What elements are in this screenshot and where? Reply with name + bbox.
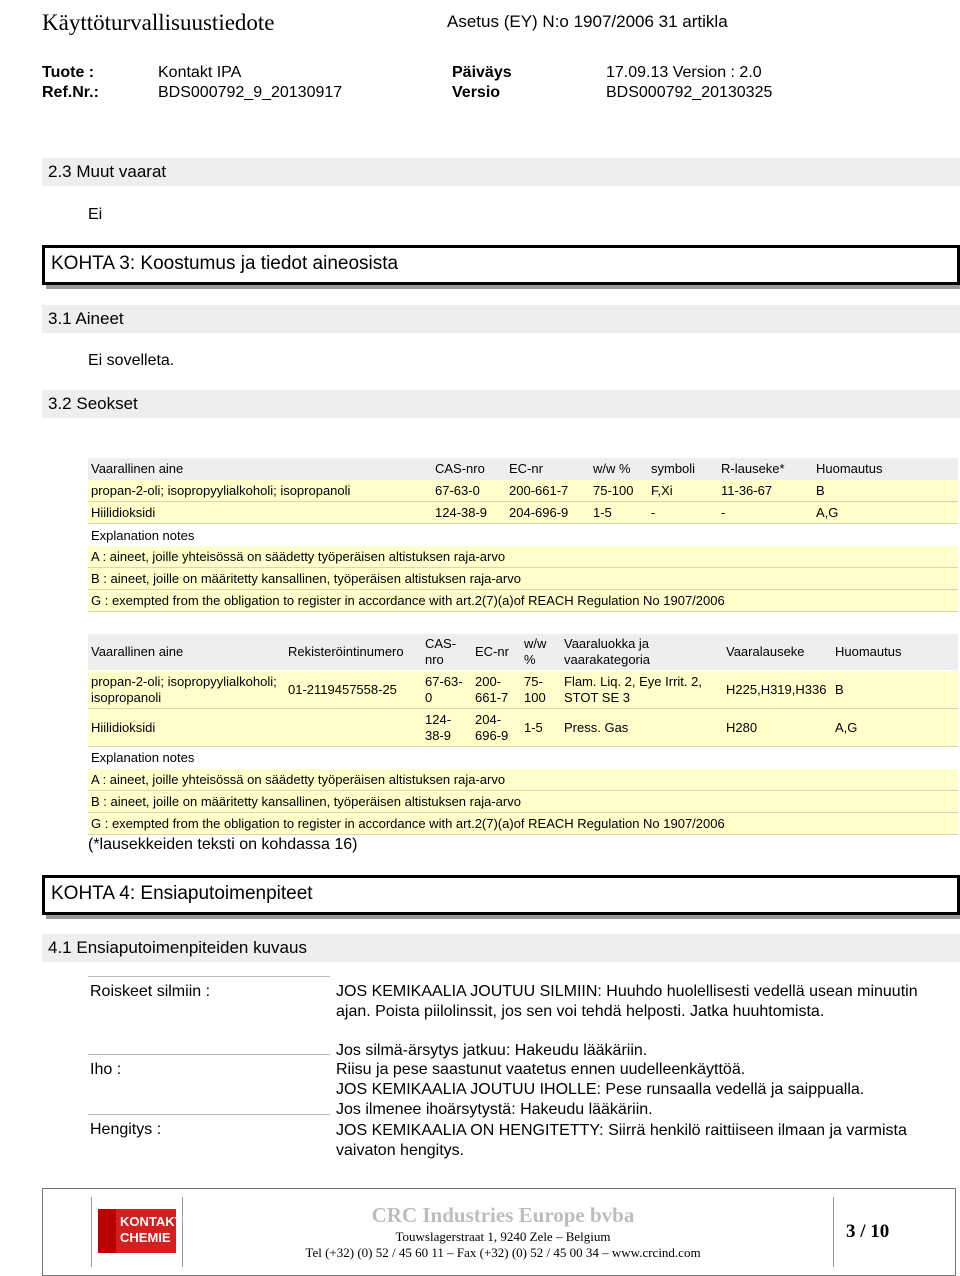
date-label: Päiväys <box>452 64 512 81</box>
first-aid-divider <box>88 1054 330 1055</box>
table-2-header: CAS-nro <box>425 636 457 667</box>
table-1-cell: B <box>816 483 825 498</box>
table-2-cell: 01-2119457558-25 <box>288 682 397 697</box>
logo-line-2: CHEMIE <box>120 1230 171 1245</box>
table-2-header: EC-nr <box>475 644 509 659</box>
page-number-box <box>833 1197 954 1267</box>
table-1-cell: - <box>651 505 656 520</box>
table-2-cell: 75-100 <box>524 674 546 705</box>
table-2-cell: H225,H319,H336 <box>726 682 827 697</box>
document-title: Käyttöturvallisuustiedote <box>42 10 275 35</box>
section-4-1-heading: 4.1 Ensiaputoimenpiteiden kuvaus <box>48 938 307 957</box>
table-1-cell: 204-696-9 <box>509 505 569 520</box>
section-3-1-text: Ei sovelleta. <box>88 352 175 369</box>
table-2-cell: 200-661-7 <box>475 674 509 705</box>
page-footer <box>42 1188 956 1276</box>
section-2-3-bar <box>42 158 960 186</box>
explanation-notes-title: Explanation notes <box>91 750 195 765</box>
phrase-footnote: (*lausekkeiden teksti on kohdassa 16) <box>88 836 358 853</box>
table-1-cell: 67-63-0 <box>435 483 480 498</box>
skin-text-2: JOS KEMIKAALIA JOUTUU IHOLLE: Pese runsaalla vedellä ja saippualla. <box>336 1081 865 1098</box>
table-row <box>88 480 958 502</box>
company-name: CRC Industries Europe bvba <box>371 1203 635 1227</box>
explanation-note: B : aineet, joille on määritetty kansallinen, työperäisen altistuksen raja-arvo <box>91 571 521 586</box>
table-2-cell: Press. Gas <box>564 720 629 735</box>
kohta-3-header <box>42 245 960 285</box>
explanation-notes-title: Explanation notes <box>91 528 195 543</box>
table-1-cell: 75-100 <box>593 483 634 498</box>
explanation-note: A : aineet, joille yhteisössä on säädetty työperäisen altistuksen raja-arvo <box>91 772 506 787</box>
table-2-header: Vaaraluokka ja vaarakategoria <box>564 636 650 667</box>
eyes-label: Roiskeet silmiin : <box>90 983 211 1000</box>
table-2-header-row <box>88 634 958 670</box>
table-2-header: Rekisteröintinumero <box>288 644 404 659</box>
eyes-text: JOS KEMIKAALIA JOUTUU SILMIIN: Huuhdo huolellisesti vedellä usean minuutin ajan. Poista piilolinssit, jos sen voi tehdä helposti. Jatka huuhtomista. <box>336 983 918 1020</box>
ref-label: Ref.Nr.: <box>42 84 99 101</box>
table-1-header-row <box>88 458 958 480</box>
skin-text-3: Jos ilmenee ihoärsytystä: Hakeudu lääkäriin. <box>336 1101 653 1118</box>
table-2-cell: 1-5 <box>524 720 543 735</box>
table-1-cell: A,G <box>816 505 839 520</box>
company-contact: Tel (+32) (0) 52 / 45 60 11 – Fax (+32) (0) 52 / 45 00 34 – www.crcind.com <box>305 1245 701 1260</box>
version-value: BDS000792_20130325 <box>606 84 773 101</box>
logo-bar <box>98 1209 116 1253</box>
explanation-note: B : aineet, joille on määritetty kansallinen, työperäisen altistuksen raja-arvo <box>91 794 521 809</box>
table-2-notes-title-row <box>88 747 958 769</box>
first-aid-divider <box>88 1114 330 1115</box>
table-1-cell: - <box>721 505 726 520</box>
table-1-cell: Hiilidioksidi <box>91 505 156 520</box>
skin-text-1: Riisu ja pese saastunut vaatetus ennen uudelleenkäyttöä. <box>336 1061 746 1078</box>
breathing-label: Hengitys : <box>90 1121 162 1138</box>
explanation-note: A : aineet, joille yhteisössä on säädetty työperäisen altistuksen raja-arvo <box>91 549 506 564</box>
skin-label: Iho : <box>90 1061 122 1078</box>
table-2-cell: 124-38-9 <box>425 712 452 743</box>
section-2-3-heading: 2.3 Muut vaarat <box>48 162 167 181</box>
table-1-cell: 1-5 <box>593 505 612 520</box>
eyes-text-2: Jos silmä-ärsytys jatkuu: Hakeudu lääkäriin. <box>336 1042 648 1059</box>
logo-line-1: KONTAKT <box>120 1214 183 1229</box>
table-row <box>88 502 958 524</box>
section-3-2-bar <box>42 390 960 418</box>
explanation-note: G : exempted from the obligation to register in accordance with art.2(7)(a)of REACH Regulation No 1907/2006 <box>91 816 725 831</box>
section-3-2-heading: 3.2 Seokset <box>48 394 138 413</box>
table-1-header: Huomautus <box>816 461 883 476</box>
product-value: Kontakt IPA <box>158 64 242 81</box>
regulation-title: Asetus (EY) N:o 1907/2006 31 artikla <box>447 12 728 31</box>
table-2-cell: propan-2-oli; isopropyylialkoholi; isopropanoli <box>91 674 277 705</box>
table-1-header: R-lauseke* <box>721 461 785 476</box>
table-1-cell: 11-36-67 <box>721 483 773 498</box>
section-4-1-bar <box>42 934 960 962</box>
kontakt-chemie-logo <box>98 1209 183 1253</box>
table-2-header: w/w % <box>524 636 547 667</box>
ref-value: BDS000792_9_20130917 <box>158 84 343 101</box>
kohta-3-title: KOHTA 3: Koostumus ja tiedot aineosista <box>51 253 399 274</box>
table-1-note-row <box>88 546 958 568</box>
table-1-header: CAS-nro <box>435 461 485 476</box>
version-label: Versio <box>452 84 501 101</box>
table-2-cell: A,G <box>835 720 858 735</box>
table-1-cell: 124-38-9 <box>435 505 488 520</box>
table-2-header: Vaaralauseke <box>726 644 805 659</box>
table-1-cell: propan-2-oli; isopropyylialkoholi; isopropanoli <box>91 483 351 498</box>
table-2-cell: B <box>835 682 844 697</box>
table-2-header: Huomautus <box>835 644 902 659</box>
table-2-note-row <box>88 769 958 791</box>
table-2-cell: 67-63-0 <box>425 674 463 705</box>
table-2-header: Vaarallinen aine <box>91 644 184 659</box>
table-1-notes-title-row <box>88 524 958 546</box>
section-2-3-text: Ei <box>88 206 103 223</box>
explanation-note: G : exempted from the obligation to register in accordance with art.2(7)(a)of REACH Regulation No 1907/2006 <box>91 593 725 608</box>
first-aid-divider <box>88 976 330 977</box>
table-1-header: Vaarallinen aine <box>91 461 184 476</box>
kohta-4-title: KOHTA 4: Ensiaputoimenpiteet <box>51 883 313 904</box>
table-row <box>88 671 958 709</box>
table-1-header: symboli <box>651 461 696 476</box>
table-2-cell: 204-696-9 <box>475 712 509 743</box>
table-2-cell: Hiilidioksidi <box>91 720 156 735</box>
section-3-1-heading: 3.1 Aineet <box>48 309 124 328</box>
section-3-1-bar <box>42 305 960 333</box>
product-label: Tuote : <box>42 64 95 81</box>
table-row <box>88 709 958 747</box>
table-2-cell: Flam. Liq. 2, Eye Irrit. 2, STOT SE 3 <box>564 674 702 705</box>
breathing-text: JOS KEMIKAALIA ON HENGITETTY: Siirrä henkilö raittiiseen ilmaan ja varmista vaivaton hengitys. <box>336 1122 907 1159</box>
page-number: 3 / 10 <box>846 1221 890 1242</box>
table-1-cell: 200-661-7 <box>509 483 569 498</box>
kohta-4-header <box>42 875 960 915</box>
table-1-note-row <box>88 590 958 612</box>
table-2-cell: H280 <box>726 720 758 735</box>
table-1-note-row <box>88 568 958 590</box>
logo-frame <box>91 1197 183 1267</box>
company-address: Touwslagerstraat 1, 9240 Zele – Belgium <box>395 1229 611 1244</box>
table-2-note-row <box>88 791 958 813</box>
table-2-note-row <box>88 813 958 835</box>
table-1-cell: F,Xi <box>651 483 673 498</box>
table-1-header: w/w % <box>593 461 631 476</box>
date-value: 17.09.13 Version : 2.0 <box>606 64 762 81</box>
table-1-header: EC-nr <box>509 461 543 476</box>
